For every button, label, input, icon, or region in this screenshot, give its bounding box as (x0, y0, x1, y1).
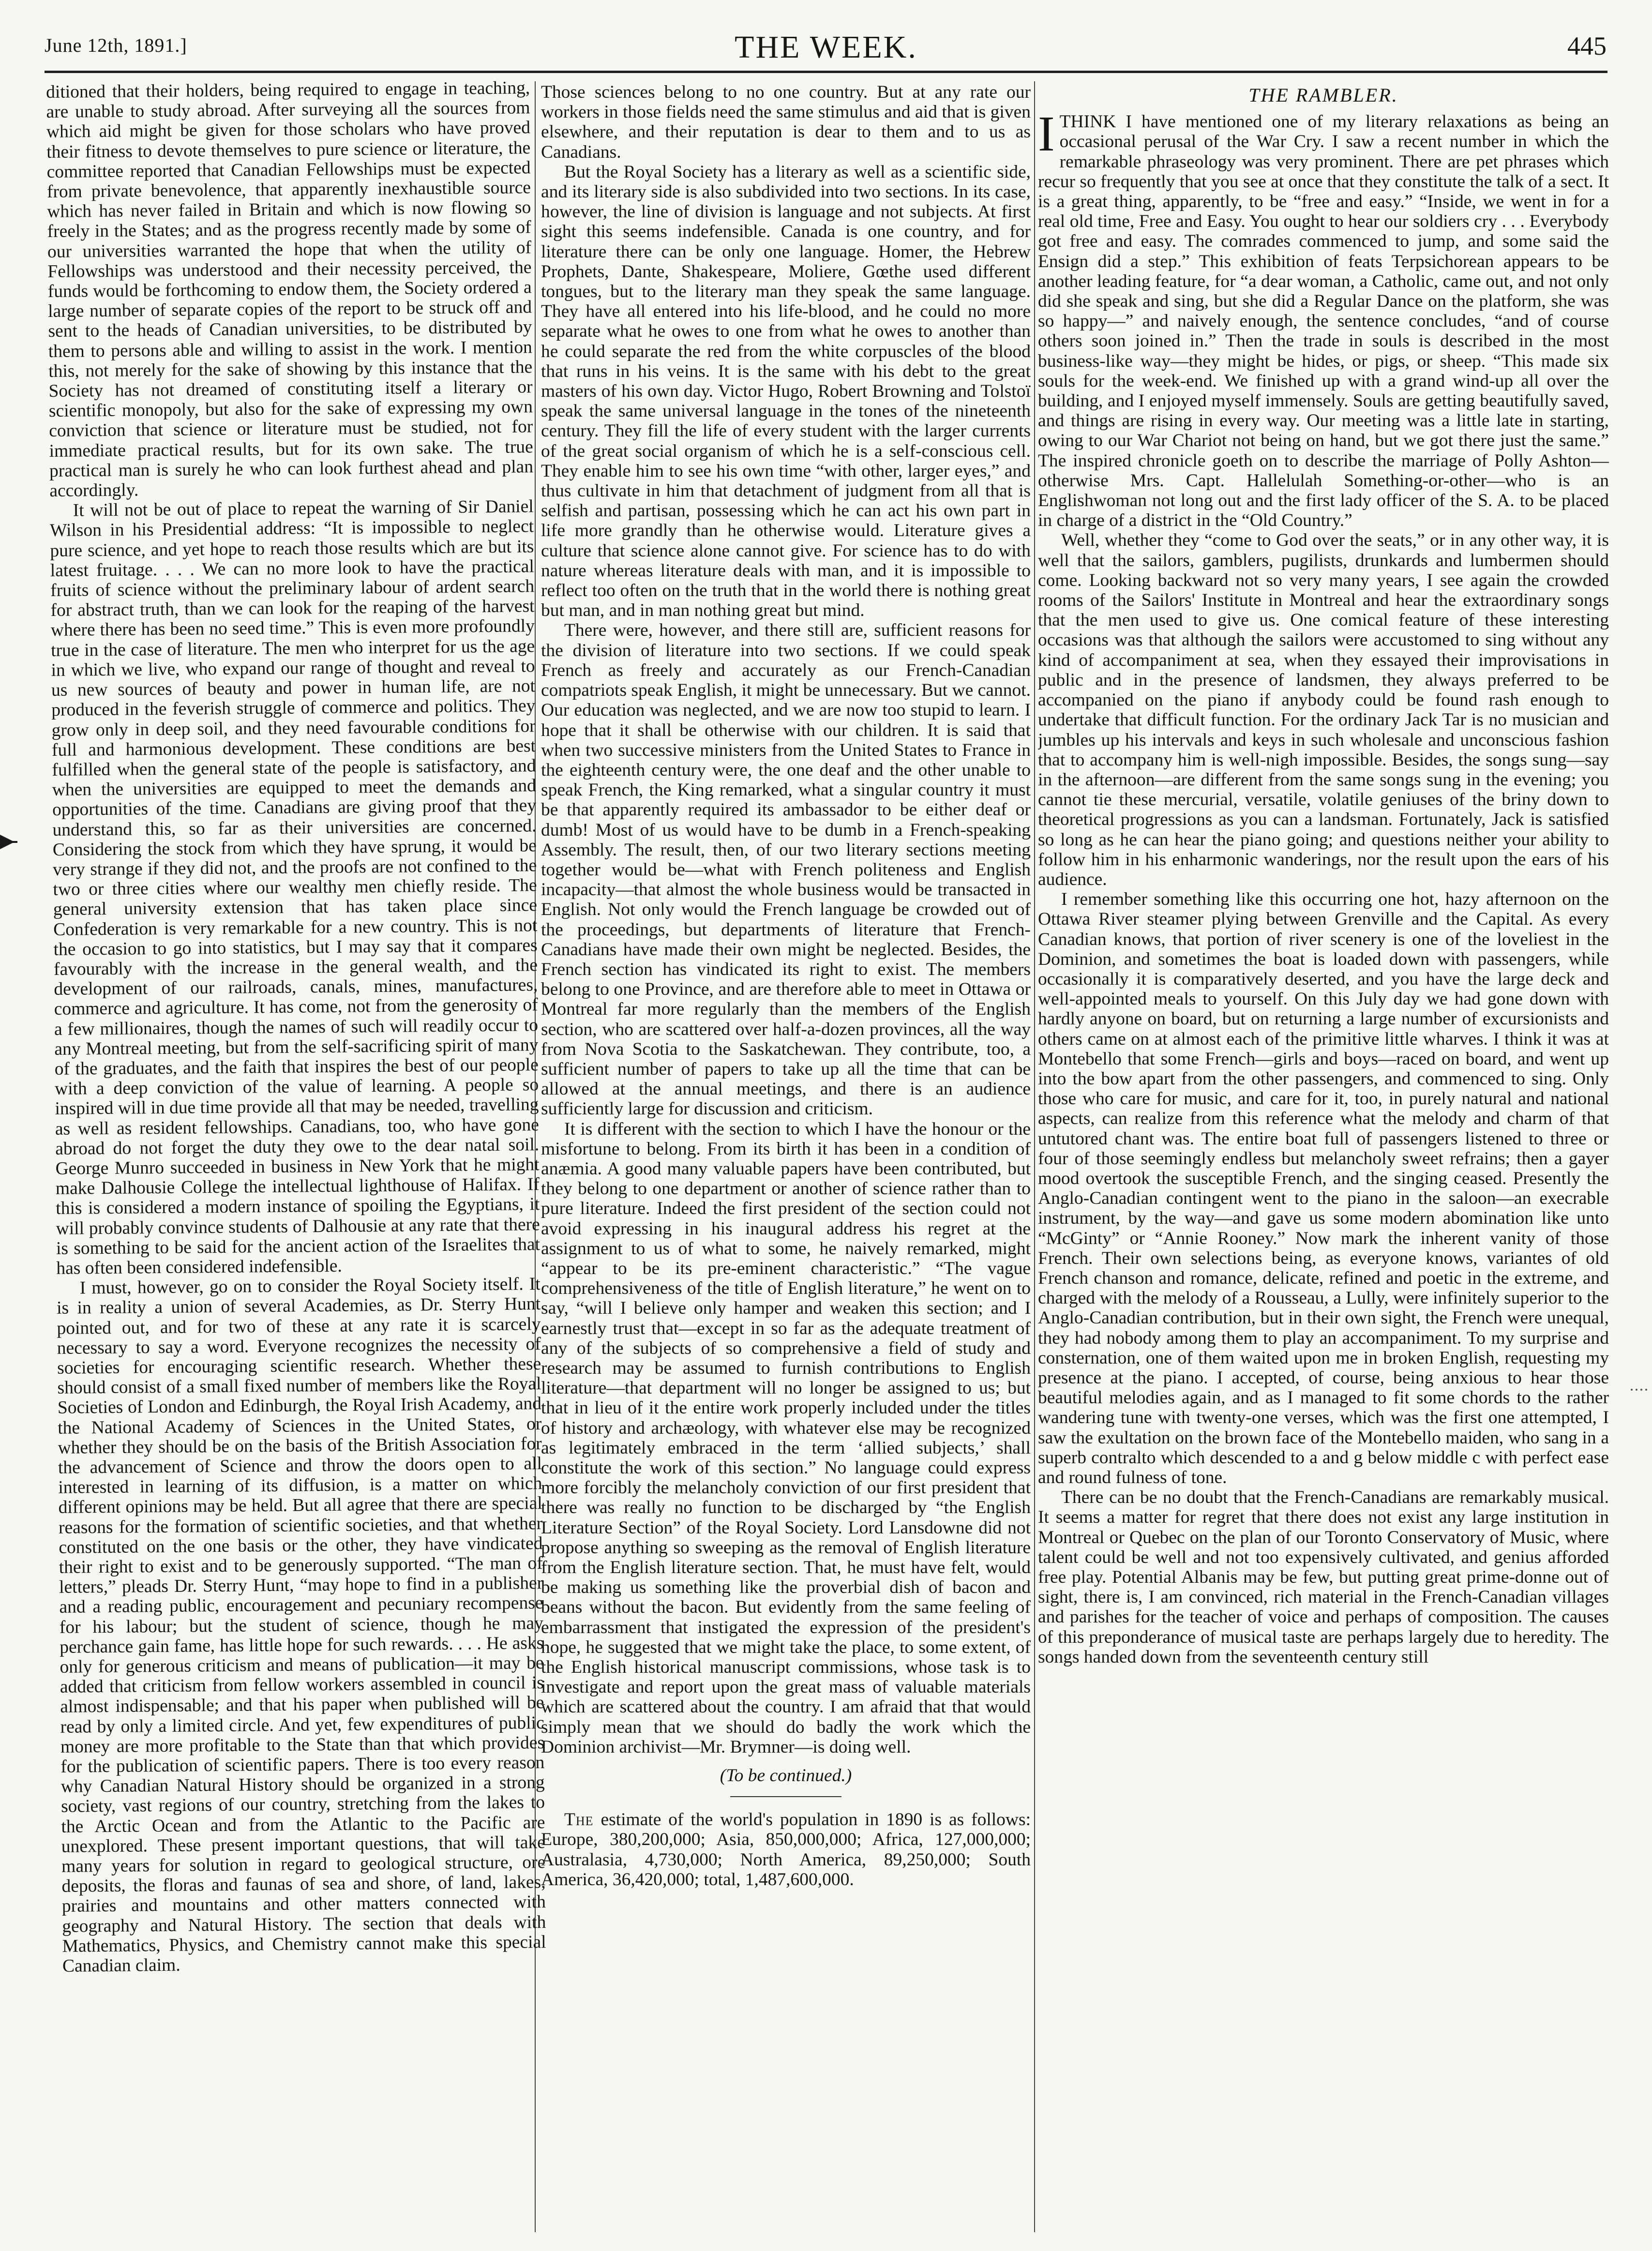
column-divider (1034, 81, 1035, 2232)
article-column-1 (46, 78, 549, 2231)
rambler-column (1038, 82, 1609, 2231)
article-paragraph: I must, however, go on to consider the Royal Society itself. It is in reality a union of several Academies, as Dr. Sterry Hunt pointed out, and for two of these at any rate it is scarcely necessary to say a word. Everyone recognizes the necessity of societies for encouraging scientific research. Whether these should consist of a small fixed number of members like the Royal Societies of London and Edinburgh, the Royal Irish Academy, and the National Academy of Sciences in the United States, or whether they should be on the basis of the British Association for the advancement of Science and throw the doors open to all interested in learning of its diffusion, is a matter on which different opinions may be held. But all agree that there are special reasons for the formation of scientific societies, and that whether constituted on the one basis or the other, they have vindicated their right to exist and to be generously supported. “The man of letters,” pleads Dr. Sterry Hunt, “may hope to find in a publisher and a reading public, encouragement and pecuniary recompense for his labour; but the student of science, though he may perchance gain fame, has little hope for such rewards. . . . He asks only for generous criticism and means of publication—it may be added that criticism from fellow workers assembled in council is almost indispensable; and that his paper when published will be read by only a limited circle. And yet, few expenditures of public money are more profitable to the State than that which provides for the publication of scientific papers. There is too every reason why Canadian Natural History should be organized in a strong society, vast regions of our country, stretching from the lakes to the Arctic Ocean and from the Atlantic to the Pacific are unexplored. These present important questions, that will take many years for solution in regard to geological structure, ore deposits, the floras and faunas of sea and shore, of land, lakes, prairies and mountains and other matters connected with geography and Natural History. The section that deals with Mathematics, Physics, and Chemistry cannot make this special Canadian claim. (56, 1274, 546, 1976)
issue-date: June 12th, 1891.] (45, 34, 187, 56)
article-paragraph (1038, 106, 1609, 531)
article-paragraph: I remember something like this occurring one hot, hazy afternoon on the Ottawa River steamer plying between Grenville and the Capital. As every Canadian knows, that portion of river scenery is one of the loveliest in the Dominion, and sometimes the boat is loaded down with passengers, while occasionally it is comparatively deserted, and you have the large deck and well-appointed meals to yourself. On this July day we had gone down with hardly anyone on board, but on returning a large number of excursionists and others came on at almost each of the primitive little wharves. I think it was at Montebello that some French—girls and boys—raced on board, and went up into the bow apart from the other passengers, and commenced to sing. Only those who care for music, and care for it, too, in purely natural and national aspects, can realize from this reference what the melody and charm of that untutored chant was. The entire boat full of passengers listened to three or four of those seemingly endless but melancholy sweet refrains; then a gayer mood overtook the susceptible French, and the singing ceased. Presently the Anglo-Canadian contingent went to the piano in the saloon—an execrable instrument, by the way—and gave us some modern abomination like unto “McGinty” or “Annie Rooney.” Now mark the inherent vanity of those French. Their own selections being, as everyone knows, variantes of old French chanson and romance, delicate, refined and poetic in the extreme, and charged with the melody of a Rousseau, a Lully, were infinitely superior to the Anglo-Canadian contribution, but in their own sight, the French were unequal, they had nobody among them to play an accompaniment. To my surprise and consternation, one of them waited upon me in broken English, requesting my presence at the piano. I accepted, of course, being anxious to hear those beautiful melodies again, and as I managed to fit some chords to the rather wandering tune with twenty-one verses, which was the first one attempted, I saw the exultation on the brown face of the Montebello maiden, who sang in a superb contralto which descended to a and g below middle c with perfect ease and round fulness of tone. (1038, 889, 1609, 1488)
article-paragraph: It will not be out of place to repeat the warning of Sir Daniel Wilson in his Presidential address: “It is impossible to neglect pure science, and yet hope to reach those results which are but its latest fruitage. . . . We can no more look to have the practical fruits of science without the preliminary labour of ardent search for abstract truth, than we can look for the reaping of the harvest where there has been no seed time.” This is even more profoundly true in the case of literature. The men who interpret for us the age in which we live, who expand our range of thought and reveal to us new sources of beauty and power in human life, are not produced in the feverish struggle of commerce and politics. They grow only in deep soil, and they need favourable conditions for full and harmonious development. These conditions are best fulfilled when the general state of the people is satisfactory, and when the universities are equipped to meet the demands and opportunities of the time. Canadians are giving proof that they understand this, so far as their universities are concerned. Considering the stock from which they have sprung, it would be very strange if they did not, and the proofs are not confined to the two or three cities where our wealthy men chiefly reside. The general university extension that has taken place since Confederation is very remarkable for a new country. This is not the occasion to go into statistics, but I may say that it compares favourably with the increase in the general wealth, and the development of our railroads, canals, mines, manufactures, commerce and agriculture. It has come, not from the generosity of a few millionaires, though the names of such will readily occur to any Montreal meeting, but from the self-sacrificing spirit of many of the graduates, and the faith that inspires the best of our people with a deep conviction of the value of learning. A people so inspired will in due time provide all that may be needed, travelling as well as resident fellowships. Canadians, too, who have gone abroad do not forget the duty they owe to the dear natal soil. George Munro succeeded in business in New York that he might make Dalhousie College the intellectual lighthouse of Halifax. If this is considered a modern instance of spoiling the Egyptians, it will probably convince students of Dalhousie at any rate that there is something to be said for the ancient action of the Israelites that has often been considered indefensible. (49, 496, 541, 1278)
page-number: 445 (1567, 31, 1607, 60)
article-paragraph: Well, whether they “come to God over the seats,” or in any other way, it is well that the sailors, gamblers, pugilists, drunkards and lumbermen should come. Looking backward not so very many years, I see again the crowded rooms of the Sailors' Institute in Montreal and hear the extraordinary songs that the men used to give us. One comical feature of these interesting occasions was that although the sailors were accustomed to sing without any kind of accompaniment at sea, when they essayed their improvisations in public and in the presence of landsmen, they always preferred to be accompanied on the piano if anybody could be found rash enough to undertake that difficult function. For the ordinary Jack Tar is no musician and jumbles up his intervals and keys in such wholesale and unconscious fashion that to accompany him is well-nigh impossible. Besides, the songs sung—say in the afternoon—are different from the same songs sung in the evening; you cannot tie these mercurial, versatile, volatile geniuses of the briny down to theoretical progressions as you can a landsman. Fortunately, Jack is satisfied so long as he can hear the piano going; and questions neither your ability to follow him in his enharmonic wanderings, nor the result upon the ears of his audience. (1038, 530, 1609, 889)
article-column-2 (541, 82, 1031, 2231)
continued-note: (To be continued.) (720, 1766, 852, 1786)
page-header (0, 0, 1652, 73)
article-paragraph: ditioned that their holders, being required to engage in teaching, are unable to study abroad. After surveying all the sources from which aid might be given for those scholars who have proved their fitness to devote themselves to pure science or literature, the committee reported that Canadian Fellowships must be expected from private benevolence, that apparently inexhaustible source which has never failed in Britain and which is now flowing so freely in the States; and as the progress recently made by some of our universities warranted the hope that when the utility of Fellowships was understood and their necessity perceived, the funds would be forthcoming to endow them, the Society ordered a large number of separate copies of the report to be struck off and sent to the heads of Canadian universities, to be distributed by them to persons able and willing to assist in the work. I mention this, not merely for the sake of showing by this instance that the Society has not dreamed of constituting itself a literary or scientific monopoly, but also for the sake of expressing my own conviction that science or literature must be studied, not for immediate practical results, but for its own sake. The true practical man is surely he who can look furthest ahead and plan accordingly. (46, 78, 534, 501)
population-note-lead: The (564, 1810, 594, 1830)
article-paragraph: It is different with the section to which I have the honour or the misfortune to belong. From its birth it has been in a condition of anæmia. A good many valuable papers have been contributed, but they belong to one department or another of science rather than to pure literature. Indeed the first president of the section could not avoid expressing in his inaugural address his regret at the assignment to us of what to some, he naively remarked, might “appear to be its pre-eminent characteristic.” “The vague comprehensiveness of the title of English literature,” he went on to say, “will I believe only hamper and weaken this section; and I earnestly trust that—except in so far as the adequate treatment of any of the subjects of so comprehensive a field of study and research may be assumed to furnish contributions to English literature—that department will no longer be assigned to us; but that in lieu of it the entire work properly included under the titles of history and archæology, with whatever else may be recognized as legitimately embraced in the term ‘allied subjects,’ shall constitute the work of this section.” No language could express more forcibly the melancholy conviction of our first president that there was really no function to be discharged by “the English Literature Section” of the Royal Society. Lord Lansdowne did not propose anything so sweeping as the removal of English literature from the English literature section. That, he must have felt, would be making us something like the proverbial dish of bacon and beans without the bacon. But evidently from the same feeling of embarrassment that instigated the expression of the president's hope, he suggested that we might take the place, to some extent, of the English historical manuscript commissions, whose task is to investigate and report upon the great mass of valuable materials which are scattered about the country. I am afraid that that would simply mean that we should do badly the work which the Dominion archivist—Mr. Brymner—is doing well. (541, 1119, 1031, 1757)
population-note-text: estimate of the world's population in 1890 is as follows: Europe, 380,200,000; Asia, 850,000,000; Africa, 127,000,000; Australasia, 4,730,000; North America, 89,250,000; South America, 36,420,000; total, 1,487,600,000. (541, 1810, 1031, 1890)
population-note (541, 1810, 1031, 1890)
margin-arrow-icon (0, 825, 17, 859)
first-paragraph-text: THINK I have mentioned one of my literary relaxations as being an occasional perusal of the War Cry. I saw a recent number in which the remarkable phraseology was very prominent. There are pet phrases which recur so frequently that you see at once that they constitute the talk of a sect. It is a great thing, apparently, to be “free and easy.” “Inside, we went in for a real old time, Free and Easy. You ought to hear our soldiers cry . . . Everybody got free and easy. The comrades commenced to jump, and some said the Ensign did a step.” This exhibition of feats Terpsichorean appears to be another leading feature, for “a dear woman, a Catholic, came out, and not only did she speak and sing, but she did a Regular Dance on the platform, she was so happy—” and naively enough, the sentence concludes, “and of course others soon joined in.” Then the trade in souls is described in the most business-like way—they might be hides, or pigs, or sheep. “This made six souls for the week-end. We finished up with a grand wind-up all over the building, and I enjoyed myself immensely. Souls are getting beautifully saved, and things are rising in every way. Our meeting was a little late in starting, owing to our War Chariot not being on hand, but we got there just the same.” The inspired chronicle goeth on to describe the marriage of Polly Ashton—otherwise Mrs. Capt. Hallelulah Something-or-other—who is an Englishwoman not long out and the first lady officer of the S. A. to be placed in charge of a district in the “Old Country.” (1038, 112, 1609, 531)
article-paragraph: But the Royal Society has a literary as well as a scientific side, and its literary side is also subdivided into two sections. In its case, however, the line of division is language and not subjects. At first sight this seems indefensible. Canada is one country, and for literature there can be only one language. Homer, the Hebrew Prophets, Dante, Shakespeare, Moliere, Gœthe used different tongues, but to the literary man they speak the same language. They have all entered into his life-blood, and he could no more separate what he owes to one from what he owes to another than he could separate the red from the white corpuscles of the blood that runs in his veins. It is the same with his debt to the great masters of his own day. Victor Hugo, Robert Browning and Tolstoï speak the same universal language in the tones of the nineteenth century. They fill the life of every student with the larger currents of the great social organism of which he is a self-conscious cell. They enable him to see his own time “with other, larger eyes,” and thus cultivate in him that detachment of judgment from all that is selfish and partisan, possessing which he can act his own part in life more grandly than he otherwise would. Literature gives a culture that science alone cannot give. For science has to do with nature whereas literature deals with man, and it is impossible to reflect too often on the truth that in the world there is nothing great but man, and in man nothing great but mind. (541, 162, 1031, 621)
section-divider (730, 1796, 841, 1797)
margin-dots (1630, 1388, 1649, 1392)
article-paragraph: There can be no doubt that the French-Canadians are remarkably musical. It seems a matter for regret that there does not exist any large institution in Montreal or Quebec on the plan of our Toronto Conservatory of Music, where talent could be well and not too expensively cultivated, and genius afforded free play. Potential Albanis may be few, but putting great prime-donne out of sight, there is, I am convinced, rich material in the French-Canadian villages and parishes for the teacher of voice and perhaps of composition. The causes of this preponderance of musical taste are perhaps largely due to heredity. The songs handed down from the seventeenth century still (1038, 1487, 1609, 1667)
article-paragraph: There were, however, and there still are, sufficient reasons for the division of literature into two sections. If we could speak French as freely and accurately as our French-Canadian compatriots speak English, it might be unnecessary. But we cannot. Our education was neglected, and we are now too stupid to learn. I hope that it shall be otherwise with our children. It is said that when two successive ministers from the United States to France in the eighteenth century were, the one deaf and the other unable to speak French, the King remarked, what a singular country it must be that apparently required its ambassador to be either deaf or dumb! Most of us would have to be dumb in a French-speaking Assembly. The result, then, of our two literary sections meeting together would be—what with French politeness and English incapacity—that almost the whole business would be transacted in English. Not only would the French language be crowded out of the proceedings, but departments of literature that French-Canadians have made their own might be neglected. Besides, the French section has vindicated its right to exist. The members belong to one Province, and are therefore able to meet in Ottawa or Montreal far more regularly than the members of the English section, who are scattered over half-a-dozen provinces, all the way from Nova Scotia to the Saskatchewan. They contribute, too, a sufficient number of papers to take up all the time that can be allowed at the annual meetings, and there is an audience sufficiently large for discussion and criticism. (541, 620, 1031, 1119)
article-paragraph: Those sciences belong to no one country. But at any rate our workers in those fields need the same stimulus and aid that is given elsewhere, and their reputation is dear to them and to us as Canadians. (541, 82, 1031, 162)
header-rule (45, 71, 1607, 73)
drop-cap: I (1038, 106, 1055, 162)
publication-title: THE WEEK. (735, 30, 917, 65)
section-heading: THE RAMBLER. (1248, 84, 1398, 106)
